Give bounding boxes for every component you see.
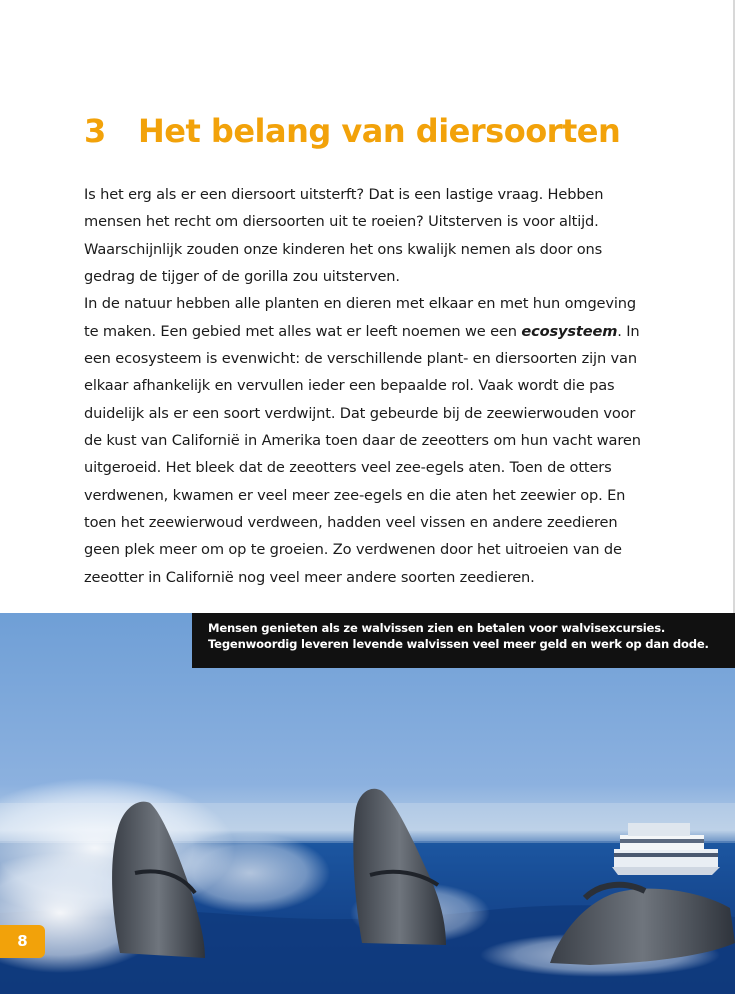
- whale-illustration: [0, 613, 735, 994]
- paragraph-1: [84, 181, 650, 290]
- whale-photo: [0, 613, 735, 994]
- paragraph-2-text-before: In de natuur hebben alle planten en dieren met elkaar en met hun omgeving te maken. Een gebied met alles wat er leeft noemen we een: [84, 295, 636, 340]
- body-text: [84, 181, 650, 591]
- paragraph-1-text: Is het erg als er een diersoort uitsterft? Dat is een lastige vraag. Hebben mensen het recht om diersoorten uit te roeien? Uitsterven is voor altijd. Waarschijnlijk zouden onze kinderen het ons kwalijk nemen als door ons gedrag de tijger of de gorilla zou uitsterven.: [84, 186, 604, 286]
- chapter-heading: [84, 112, 620, 150]
- chapter-title: Het belang van diersoorten: [138, 112, 621, 150]
- paragraph-2: [84, 290, 650, 591]
- paragraph-2-text-after: . In een ecosysteem is evenwicht: de verschillende plant- en diersoorten zijn van elkaar afhankelijk en vervullen ieder een bepaalde rol. Vaak wordt die pas duidelijk als er een soort verdwijnt. Dat gebeurde bij de zeewierwouden voor de kust van Californië in Amerika toen daar de zeeotters om hun vacht waren uitgeroeid. Het bleek dat de zeeotters veel zee-egels aten. Toen de otters verdwenen, kwamen er veel meer zee-egels en die aten het zeewier op. En toen het zeewierwoud verdween, hadden veel vissen en andere zeedieren geen plek meer om op te groeien. Zo verdwenen door het uitroeien van de zeeotter in Californië nog veel meer andere soorten zeedieren.: [84, 322, 641, 586]
- photo-caption: [192, 613, 735, 668]
- caption-line-2: Tegenwoordig leveren levende walvissen veel meer geld en werk op dan dode.: [208, 637, 709, 651]
- caption-line-1: Mensen genieten als ze walvissen zien en betalen voor walvisexcursies.: [208, 621, 666, 635]
- page-number: 8: [0, 925, 45, 958]
- ecosysteem-term: ecosysteem: [521, 322, 618, 340]
- chapter-number: 3: [84, 112, 106, 150]
